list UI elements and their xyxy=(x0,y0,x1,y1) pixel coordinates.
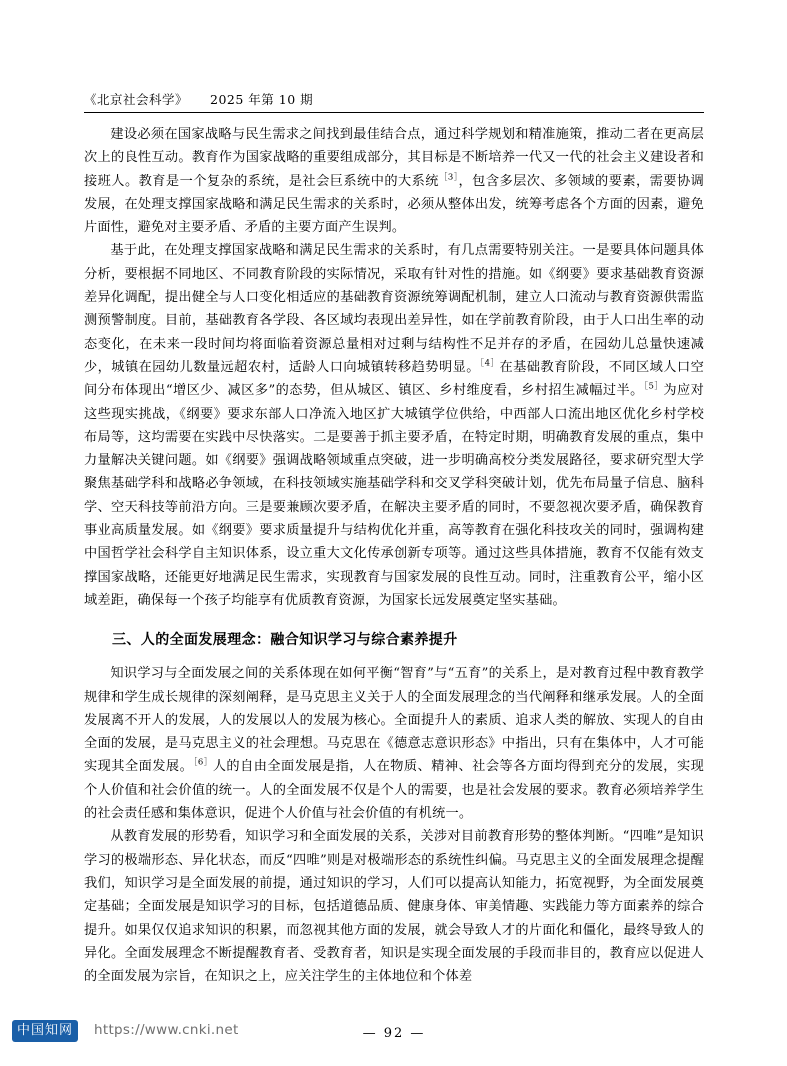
footnote-ref-5: ［5］ xyxy=(643,381,664,392)
paragraph-4: 从教育发展的形势看，知识学习和全面发展的关系，关涉对目前教育形势的整体判断。“四唯”是知识学习的极端形态、异化状态，而反“四唯”则是对极端形态的系统性纠偏。马克思主义的全面发展理念提醒我们，知识学习是全面发展的前提，通过知识的学习，人们可以提高认知能力，拓宽视野，为全面发展奠定基础；全面发展是知识学习的目标，包括道德品质、健康身体、审美情趣、实践能力等方面素养的综合提升。如果仅仅追求知识的积累，而忽视其他方面的发展，就会导致人才的片面化和僵化，最终导致人的异化。全面发展理念不断提醒教育者、受教育者，知识是实现全面发展的手段而非目的，教育应以促进人的全面发展为宗旨，在知识之上，应关注学生的主体地位和个体差 xyxy=(84,829,704,985)
cnki-logo: 中国知网 xyxy=(12,1020,78,1042)
issue-label: 2025 年第 10 期 xyxy=(210,92,314,107)
paragraph-3 xyxy=(84,662,704,825)
page-number: — 92 — xyxy=(362,1026,426,1041)
footer-watermark xyxy=(0,1006,787,1066)
running-header xyxy=(84,90,704,108)
journal-title: 《北京社会科学》 xyxy=(84,92,189,107)
paragraph-2-text-b: 在基础教育阶段，不同区域人口空间分布体现出“增区少、减区多”的态势，但从城区、镇区、乡村维度看，乡村招生减幅过半。 xyxy=(84,359,705,399)
cnki-url: https://www.cnki.net xyxy=(94,1022,239,1038)
paragraph-2 xyxy=(84,239,704,612)
footnote-ref-4: ［4］ xyxy=(479,358,500,369)
paragraph-3-text-b: 人的自由全面发展是指，人在物质、精神、社会等各方面均得到充分的发展，实现个人价值和社会价值的统一。人的全面发展不仅是个人的需要，也是社会发展的要求。教育必须培养学生的社会责任感和集体意识，促进个人价值与社会价值的有机统一。 xyxy=(84,759,704,822)
paragraph-1-text-a: 建设必须在国家战略与民生需求之间找到最佳结合点，通过科学规划和精准施策，推动二者在更高层次上的良性互动。教育作为国家战略的重要组成部分，其目标是不断培养一代又一代的社会主义建设者和接班人。教育是一个复杂的系统，是社会巨系统中的大系统 xyxy=(84,127,704,189)
paragraph-3-text-a: 知识学习与全面发展之间的关系体现在如何平衡“智育”与“五育”的关系上，是对教育过程中教育教学规律和学生成长规律的深刻阐释，是马克思主义关于人的全面发展理念的当代阐释和继承发展。人的全面发展离不开人的发展，人的发展以人的发展为核心。全面提升人的素质、追求人类的解放、实现人的自由全面的发展，是马克思主义的社会理想。马克思在《德意志意识形态》中指出，只有在集体中，人才可能实现其全面发展。 xyxy=(84,666,704,775)
paragraph-1 xyxy=(84,123,704,239)
footnote-ref-3: ［3］ xyxy=(438,172,459,183)
paragraph-1-text-b: ，包含多层次、多领域的要素，需要协调发展，在处理支撑国家战略和满足民生需求的关系时，必须从整体出发，统筹考虑各个方面的因素，避免片面性，避免对主要矛盾、矛盾的主要方面产生误判。 xyxy=(84,173,704,236)
section-heading-3: 三、人的全面发展理念：融合知识学习与综合素养提升 xyxy=(112,632,458,649)
footnote-ref-6: ［6］ xyxy=(193,758,213,769)
paragraph-2-text-a: 基于此，在处理支撑国家战略和满足民生需求的关系时，有几点需要特别关注。一是要具体问题具体分析，要根据不同地区、不同教育阶段的实际情况，采取有针对性的措施。如《纲要》要求基础教育资源差异化调配，提出健全与人口变化相适应的基础教育资源统筹调配机制，建立人口流动与教育资源供需监测预警制度。目前，基础教育各学段、各区域均表现出差异性，如在学前教育阶段，由于人口出生率的动态变化，在未来一段时间均将面临着资源总量相对过剩与结构性不足并存的矛盾，在园幼儿总量快速减少，城镇在园幼儿数量远超农村，适龄人口向城镇转移趋势明显。 xyxy=(84,243,704,375)
paragraph-2-text-c: 为应对这些现实挑战，《纲要》要求东部人口净流入地区扩大城镇学位供给，中西部人口流出地区优化乡村学校布局等，这均需要在实践中尽快落实。二是要善于抓主要矛盾，在特定时期，明确教育发展的重点，集中力量解决关键问题。如《纲要》强调战略领域重点突破，进一步明确高校分类发展路径，要求研究型大学聚焦基础学科和战略必争领域，在科技领域实施基础学科和交叉学科突破计划，优先布局量子信息、脑科学、空天科技等前沿方向。三是要兼顾次要矛盾，在解决主要矛盾的同时，不要忽视次要矛盾，确保教育事业高质量发展。如《纲要》要求质量提升与结构优化并重，高等教育在强化科技攻关的同时，强调构建中国哲学社会科学自主知识体系，设立重大文化传承创新专项等。通过这些具体措施，教育不仅能有效支撑国家战略，还能更好地满足民生需求，实现教育与国家发展的良性互动。同时，注重教育公平，缩小区域差距，确保每一个孩子均能享有优质教育资源，为国家长远发展奠定坚实基础。 xyxy=(84,383,704,608)
header-divider xyxy=(84,112,704,113)
